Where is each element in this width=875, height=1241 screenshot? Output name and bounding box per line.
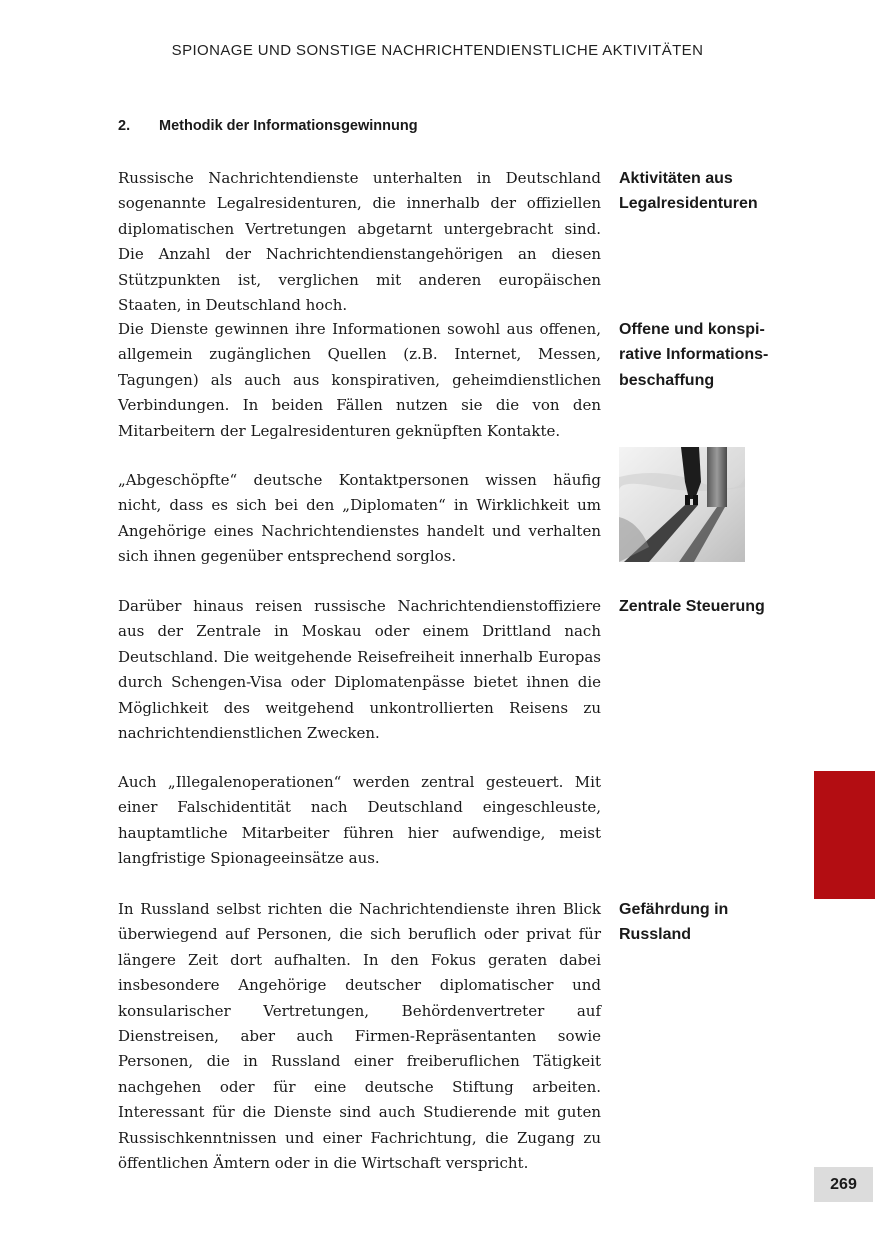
margin-note-informationsbeschaffung: Offene und konspirative Informationsbeschaffung: [619, 321, 769, 389]
paragraph-zentrale: Darüber hinaus reisen russische Nachrichtendienstoffiziere aus der Zentrale in Moskau oder einem Drittland nach Deutschland. Die weitgehende Reisefreiheit innerhalb Europas durch Schengen-Visa oder Diplomatenpässe bietet ihnen die Möglichkeit des weitgehend unkontrollierten Reisens zu nachrichtendienstlichen Zwecken.: [118, 597, 601, 743]
margin-note-gefaehrdung: Gefährdung in Russland: [619, 901, 729, 944]
paragraph-legalresidenturen: Russische Nachrichtendienste unterhalten in Deutschland sogenannte Legalresidenturen, die innerhalb der offiziellen diplomatischen Vertretungen abgetarnt untergebracht sind. Die Anzahl der Nachrichtendienstangehörigen an diesen Stützpunkten ist, verglichen mit anderen europäischen Staaten, in Deutschland hoch.: [118, 169, 601, 315]
page-number: 269: [814, 1167, 873, 1202]
section-number: 2.: [118, 118, 131, 134]
section-heading: [118, 118, 418, 134]
margin-note-legalresidenturen: Aktivitäten aus Legalresidenturen: [619, 170, 758, 213]
margin-note-zentrale-steuerung: Zentrale Steuerung: [619, 598, 765, 615]
section-title: Methodik der Informationsgewinnung: [159, 118, 418, 134]
chapter-color-tab: [814, 771, 875, 899]
paragraph-informationsgewinnung: Die Dienste gewinnen ihre Informationen sowohl aus offenen, allgemein zugänglichen Quellen (z.B. Internet, Messen, Tagungen) als auch aus konspirativen, geheimdienstlichen Verbindungen. In beiden Fällen nutzen sie die von den Mitarbeitern der Legalresidenturen geknüpften Kontakte.: [118, 320, 601, 440]
paragraph-kontaktpersonen: „Abgeschöpfte“ deutsche Kontaktpersonen wissen häufig nicht, dass es sich bei den „Diplomaten“ in Wirklichkeit um Angehörige eines Nachrichtendienstes handelt und verhalten sich ihnen gegenüber entsprechend sorglos.: [118, 471, 601, 566]
running-head: SPIONAGE UND SONSTIGE NACHRICHTENDIENSTLICHE AKTIVITÄTEN: [171, 42, 704, 59]
shadow-figure-photo: [619, 447, 745, 562]
photo-graphic: [619, 447, 745, 562]
paragraph-russland: In Russland selbst richten die Nachrichtendienste ihren Blick überwiegend auf Personen, die sich beruflich oder privat für längere Zeit dort aufhalten. In den Fokus geraten dabei insbesondere Angehörige deutscher diplomatischer und konsularischer Vertretungen, Behördenvertreter auf Dienstreisen, aber auch Firmen-Repräsentanten sowie Personen, die in Russland einer freiberuflichen Tätigkeit nachgehen oder für eine deutsche Stiftung arbeiten. Interessant für die Dienste sind auch Studierende mit guten Russischkenntnissen und einer Fachrichtung, die Zugang zu öffentlichen Ämtern oder in die Wirtschaft verspricht.: [118, 900, 601, 1173]
paragraph-illegalenoperationen: Auch „Illegalenoperationen“ werden zentral gesteuert. Mit einer Falschidentität nach Deutschland eingeschleuste, hauptamtliche Mitarbeiter führen hier aufwendige, meist langfristige Spionageeinsätze aus.: [118, 773, 601, 868]
